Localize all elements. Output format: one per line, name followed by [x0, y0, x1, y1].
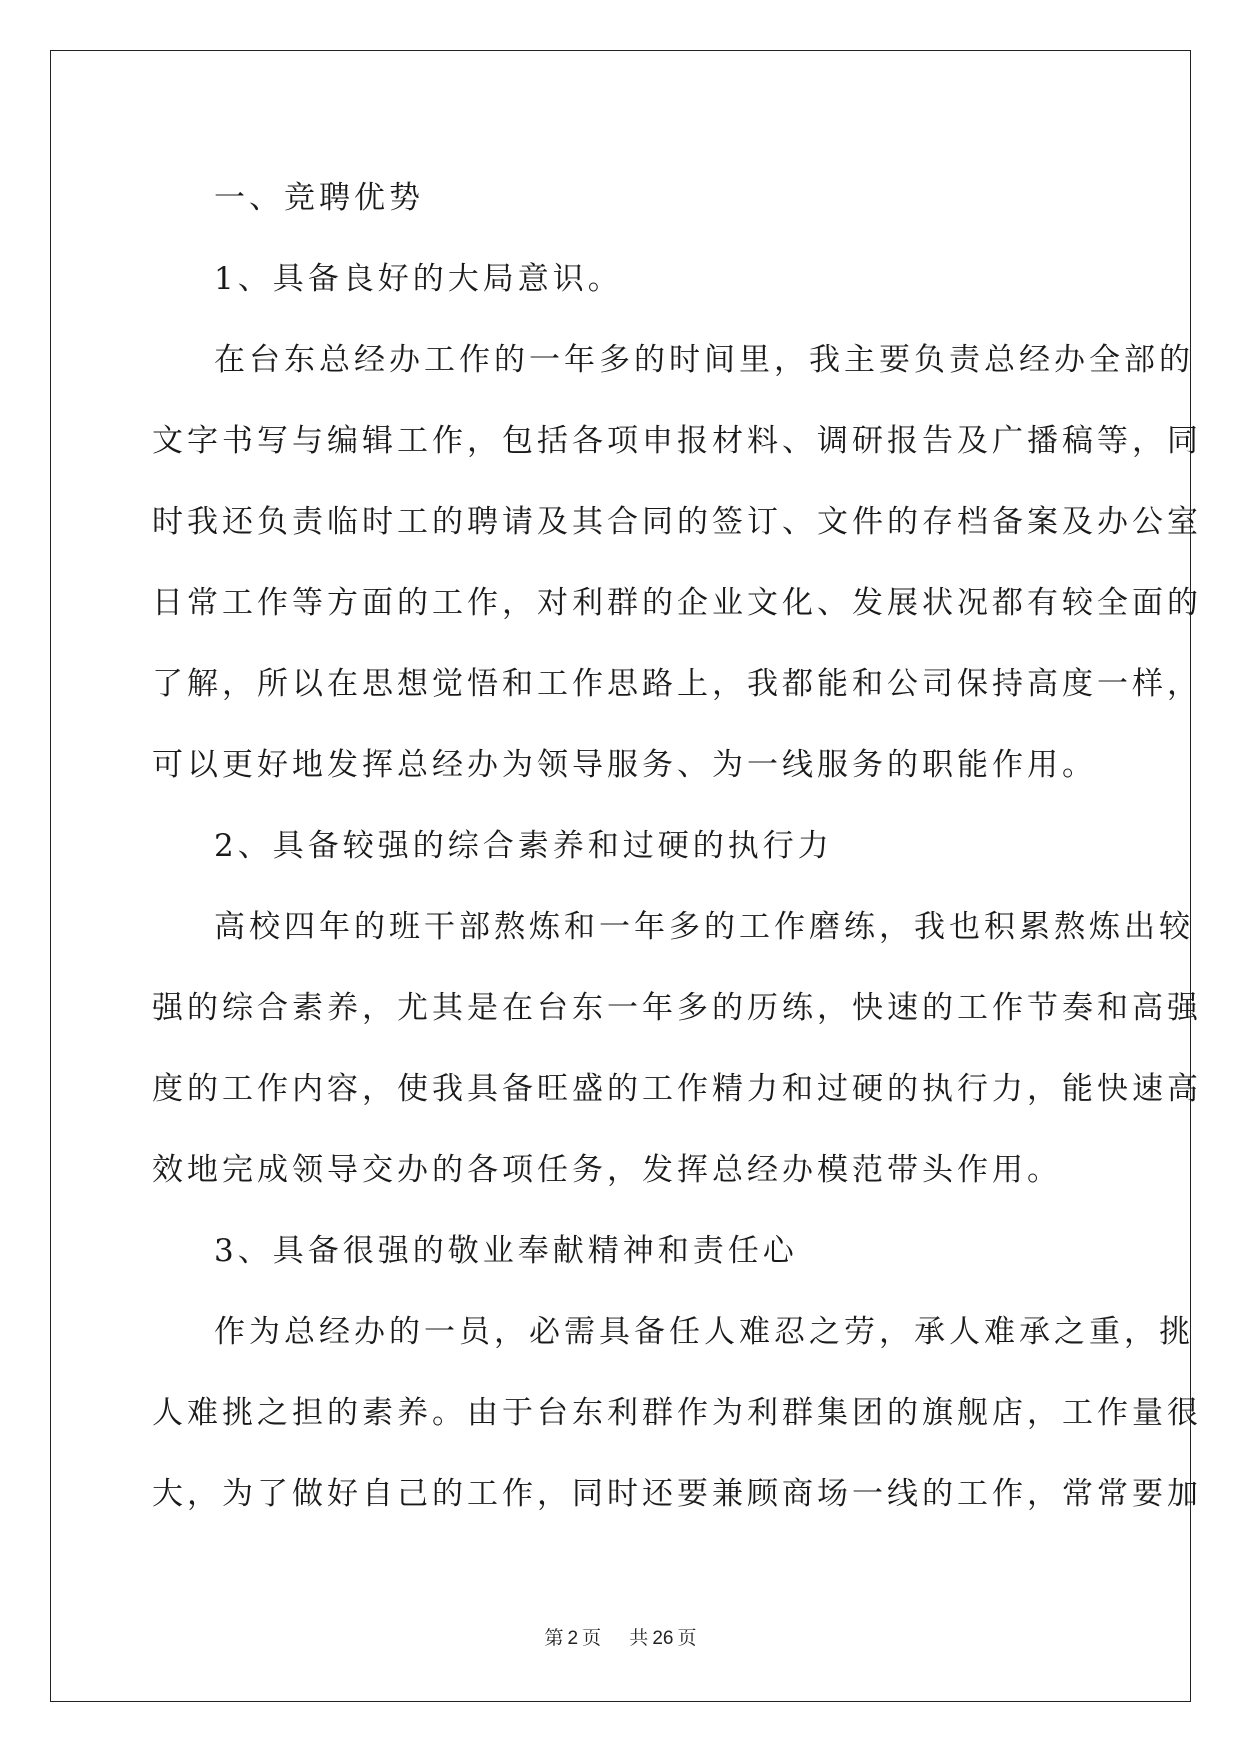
paragraph-2-line-2: 强的综合素养，尤其是在台东一年多的历练，快速的工作节奏和高强 — [152, 990, 1202, 1026]
paragraph-3-line-2: 人难挑之担的素养。由于台东利群作为利群集团的旗舰店，工作量很 — [152, 1395, 1202, 1431]
paragraph-1-line-5: 了解，所以在思想觉悟和工作思路上，我都能和公司保持高度一样， — [152, 666, 1202, 702]
paragraph-3-line-3: 大，为了做好自己的工作，同时还要兼顾商场一线的工作，常常要加 — [152, 1476, 1202, 1512]
page-prefix: 第 — [544, 1627, 564, 1649]
page-total: 26 — [652, 1628, 674, 1649]
paragraph-1-line-4: 日常工作等方面的工作，对利群的企业文化、发展状况都有较全面的 — [152, 585, 1202, 621]
paragraph-2-line-4: 效地完成领导交办的各项任务，发挥总经办模范带头作用。 — [152, 1152, 1062, 1188]
paragraph-3-line-1: 作为总经办的一员，必需具备任人难忍之劳，承人难承之重，挑 — [214, 1314, 1194, 1350]
paragraph-2-line-1: 高校四年的班干部熬炼和一年多的工作磨练，我也积累熬炼出较 — [214, 909, 1194, 945]
subheading-3: 3、具备很强的敬业奉献精神和责任心 — [214, 1233, 798, 1269]
paragraph-1-line-3: 时我还负责临时工的聘请及其合同的签订、文件的存档备案及办公室 — [152, 504, 1202, 540]
page-suffix: 页 — [582, 1627, 602, 1649]
total-prefix: 共 — [629, 1627, 649, 1649]
page-current: 2 — [567, 1628, 579, 1649]
paragraph-1-line-1: 在台东总经办工作的一年多的时间里，我主要负责总经办全部的 — [214, 342, 1194, 378]
subheading-2: 2、具备较强的综合素养和过硬的执行力 — [214, 828, 833, 864]
total-suffix: 页 — [677, 1627, 697, 1649]
document-body — [152, 158, 1202, 1535]
page-footer — [0, 1623, 1241, 1650]
paragraph-2-line-3: 度的工作内容，使我具备旺盛的工作精力和过硬的执行力，能快速高 — [152, 1071, 1202, 1107]
paragraph-1-line-2: 文字书写与编辑工作，包括各项申报材料、调研报告及广播稿等，同 — [152, 423, 1202, 459]
subheading-1: 1、具备良好的大局意识。 — [214, 261, 623, 297]
section-heading: 一、竞聘优势 — [214, 180, 424, 216]
paragraph-1-line-6: 可以更好地发挥总经办为领导服务、为一线服务的职能作用。 — [152, 747, 1097, 783]
